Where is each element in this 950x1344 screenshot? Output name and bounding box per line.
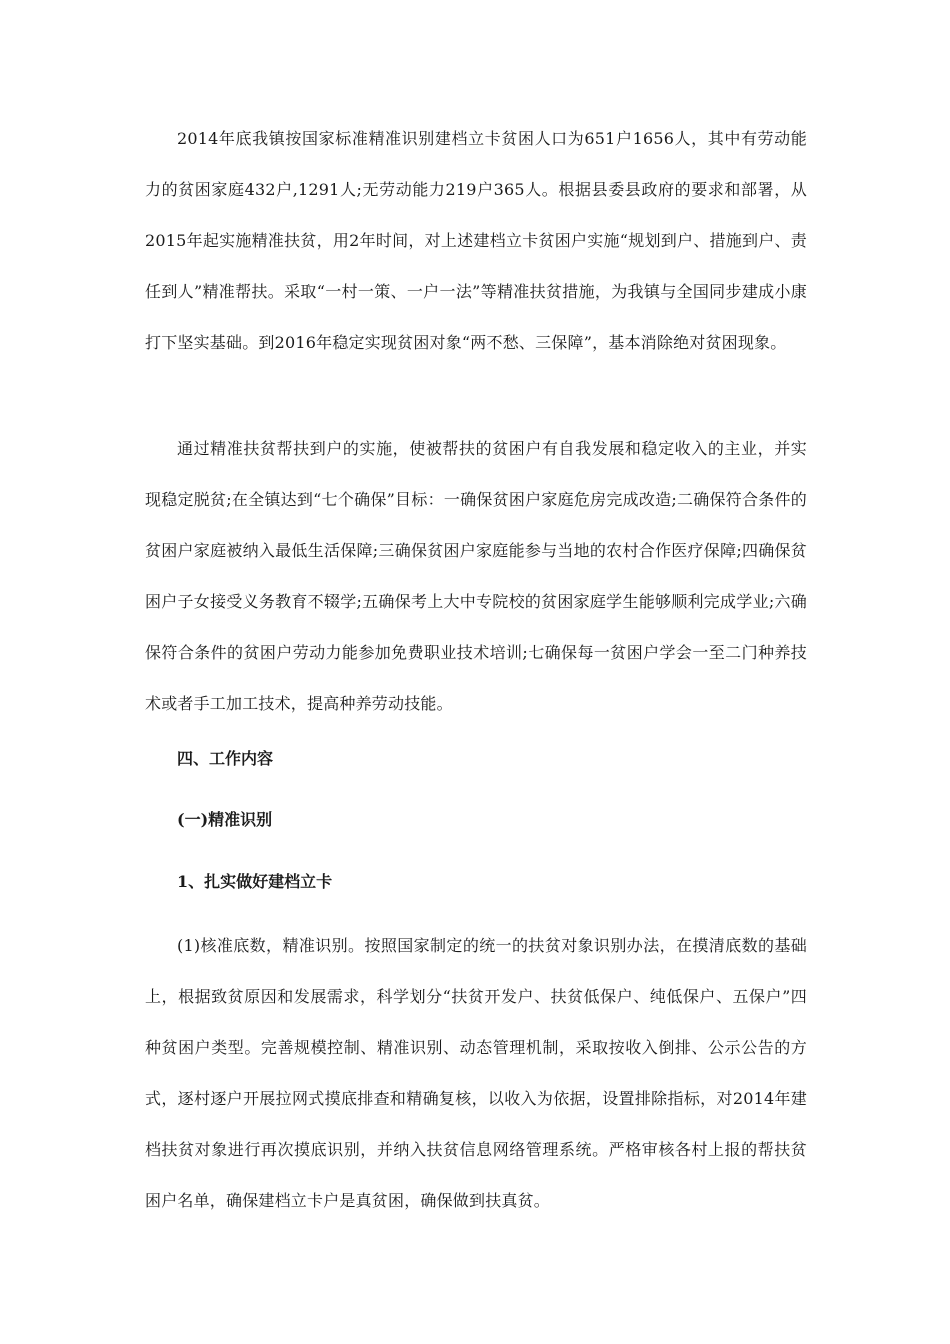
subsection-heading-precise-identification: (一)精准识别 xyxy=(177,810,273,829)
paragraph-target-population: 2014年底我镇按国家标准精准识别建档立卡贫困人口为651户1656人，其中有劳动能力的贫困家庭432户,1291人;无劳动能力219户365人。根据县委县政府的要求和部署，从2015年起实施精准扶贫，用2年时间，对上述建档立卡贫困户实施“规划到户、措施到户、责任到人”精准帮扶。采取“一村一策、一户一法”等精准扶贫措施，为我镇与全国同步建成小康打下坚实基础。到2016年稳定实现贫困对象“两不愁、三保障”，基本消除绝对贫困现象。 xyxy=(145,129,807,352)
item-heading-filing-cards: 1、扎实做好建档立卡 xyxy=(177,872,333,891)
paragraph-seven-guarantees: 通过精准扶贫帮扶到户的实施，使被帮扶的贫困户有自我发展和稳定收入的主业，并实现稳定脱贫;在全镇达到“七个确保”目标：一确保贫困户家庭危房完成改造;二确保符合条件的贫困户家庭被纳入最低生活保障;三确保贫困户家庭能参与当地的农村合作医疗保障;四确保贫困户子女接受义务教育不辍学;五确保考上大中专院校的贫困家庭学生能够顺利完成学业;六确保符合条件的贫困户劳动力能参加免费职业技术培训;七确保每一贫困户学会一至二门种养技术或者手工加工技术，提高种养劳动技能。 xyxy=(145,439,807,713)
paragraph-verify-numbers: (1)核准底数，精准识别。按照国家制定的统一的扶贫对象识别办法，在摸清底数的基础上，根据致贫原因和发展需求，科学划分“扶贫开发户、扶贫低保户、纯低保户、五保户”四种贫困户类型。完善规模控制、精准识别、动态管理机制，采取按收入倒排、公示公告的方式，逐村逐户开展拉网式摸底排查和精确复核，以收入为依据，设置排除指标，对2014年建档扶贫对象进行再次摸底识别，并纳入扶贫信息网络管理系统。严格审核各村上报的帮扶贫困户名单，确保建档立卡户是真贫困，确保做到扶真贫。 xyxy=(145,936,807,1210)
section-heading-work-content: 四、工作内容 xyxy=(177,749,274,768)
